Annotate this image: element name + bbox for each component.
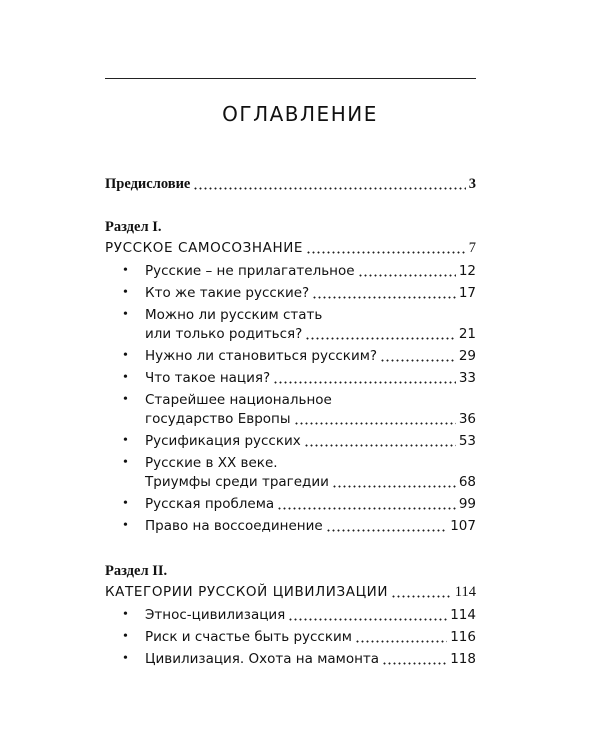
bullet-icon: •: [123, 629, 128, 644]
toc-entry-line1: Русские в XX веке.: [145, 455, 278, 471]
toc-entry[interactable]: [145, 494, 476, 514]
toc-entry-label: Этнос-цивилизация: [145, 607, 286, 623]
leader-dots: [391, 595, 452, 598]
toc-entry-page: 53: [458, 433, 476, 449]
leader-dots: [193, 187, 465, 190]
toc-entry-page: 99: [458, 496, 476, 512]
toc-entry-label: КАТЕГОРИИ РУССКОЙ ЦИВИЛИЗАЦИИ: [105, 584, 389, 600]
toc-entry[interactable]: [145, 627, 476, 647]
toc-entry-label: Риск и счастье быть русским: [145, 629, 352, 645]
leader-dots: [294, 422, 456, 425]
leader-dots: [306, 251, 466, 254]
toc-entry-page: 7: [468, 240, 476, 256]
toc-entry-section-1[interactable]: [105, 238, 476, 258]
toc-entry-line1: Можно ли русским стать: [145, 307, 323, 323]
bullet-icon: •: [123, 307, 128, 322]
bullet-icon: •: [123, 518, 128, 533]
toc-entry[interactable]: [145, 283, 476, 303]
bullet-icon: •: [123, 285, 128, 300]
leader-dots: [304, 444, 456, 447]
toc-entry[interactable]: [145, 649, 476, 669]
toc-entry-label: Русификация русских: [145, 433, 301, 449]
toc-entry[interactable]: [145, 346, 476, 366]
toc-entry[interactable]: [145, 431, 476, 451]
toc-entry-label: Право на воссоединение: [145, 518, 323, 534]
bullet-icon: •: [123, 607, 128, 622]
bullet-icon: •: [123, 455, 128, 470]
leader-dots: [382, 662, 447, 665]
leader-dots: [312, 296, 456, 299]
leader-dots: [277, 507, 456, 510]
bullet-icon: •: [123, 433, 128, 448]
toc-entry[interactable]: [145, 605, 476, 625]
toc-entry-page: 114: [450, 607, 476, 623]
toc-entry-page: 118: [450, 651, 476, 667]
toc-entry-label: Русские – не прилагательное: [145, 263, 355, 279]
toc-entry-line1: Старейшее национальное: [145, 392, 332, 408]
toc-entry-page: 12: [458, 263, 476, 279]
section-1-heading: Раздел I.: [105, 219, 162, 235]
toc-entry[interactable]: [145, 261, 476, 281]
toc-entry-label: РУССКОЕ САМОСОЗНАНИЕ: [105, 240, 304, 256]
leader-dots: [288, 618, 447, 621]
toc-entry-label: Что такое нация?: [145, 370, 271, 386]
toc-entry-page: 116: [450, 629, 476, 645]
leader-dots: [380, 359, 456, 362]
toc-entry-label: государство Европы: [145, 411, 291, 427]
leader-dots: [332, 485, 456, 488]
toc-entry-label: или только родиться?: [145, 326, 303, 342]
toc-entry-label: Цивилизация. Охота на мамонта: [145, 651, 380, 667]
toc-entry[interactable]: [145, 409, 476, 429]
bullet-icon: •: [123, 651, 128, 666]
bullet-icon: •: [123, 496, 128, 511]
toc-entry[interactable]: [145, 516, 476, 536]
toc-entry-page: 21: [458, 326, 476, 342]
toc-entry-label: Русская проблема: [145, 496, 275, 512]
toc-entry-label: Предисловие: [105, 176, 191, 192]
leader-dots: [358, 274, 456, 277]
toc-entry-page: 68: [458, 474, 476, 490]
page-title: ОГЛАВЛЕНИЕ: [222, 102, 378, 126]
toc-entry-label: Кто же такие русские?: [145, 285, 310, 301]
toc-entry[interactable]: [145, 472, 476, 492]
toc-entry-page: 114: [454, 584, 476, 600]
toc-entry-page: 17: [458, 285, 476, 301]
toc-entry-page: 36: [458, 411, 476, 427]
toc-entry-page: 107: [450, 518, 476, 534]
toc-entry-preface[interactable]: [105, 174, 476, 194]
bullet-icon: •: [123, 348, 128, 363]
section-2-heading: Раздел II.: [105, 563, 168, 579]
toc-entry-label: Нужно ли становиться русским?: [145, 348, 378, 364]
bullet-icon: •: [123, 370, 128, 385]
bullet-icon: •: [123, 392, 128, 407]
toc-entry-label: Триумфы среди трагедии: [145, 474, 329, 490]
leader-dots: [355, 640, 447, 643]
leader-dots: [273, 381, 456, 384]
bullet-icon: •: [123, 263, 128, 278]
toc-entry[interactable]: [145, 324, 476, 344]
toc-entry-page: 29: [458, 348, 476, 364]
leader-dots: [326, 529, 448, 532]
top-rule: [105, 78, 476, 79]
toc-entry-page: 3: [468, 176, 476, 192]
toc-entry[interactable]: [145, 368, 476, 388]
toc-entry-section-2[interactable]: [105, 582, 476, 602]
leader-dots: [305, 337, 455, 340]
toc-entry-page: 33: [458, 370, 476, 386]
